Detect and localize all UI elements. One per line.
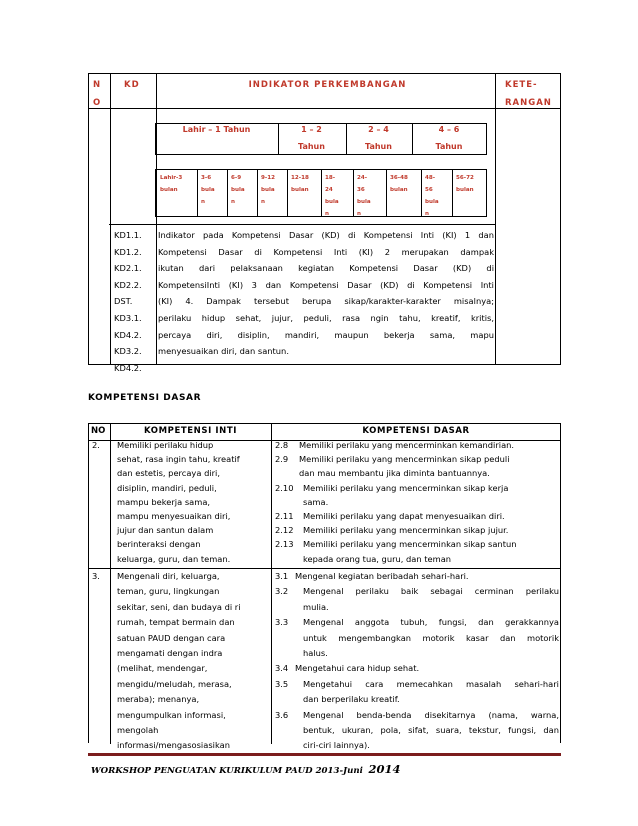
description-line: Kompetensi Dasar di Kompetensi Inti (KI) 2 merupakan dampak bbox=[158, 246, 494, 257]
kd-text: dan berperilaku kreatif. bbox=[303, 694, 400, 705]
ki-line: mengidu/meludah, merasa, bbox=[117, 678, 232, 689]
description-line: ikutan dari pelaksanaan kegiatan Kompetensi Dasar (KD) di bbox=[158, 263, 494, 274]
ki-line: dan estetis, percaya diri, bbox=[117, 468, 220, 479]
month-range-line: n bbox=[357, 211, 361, 217]
month-range-line: 6-9 bbox=[231, 175, 242, 181]
kd-item: KD3.2. bbox=[114, 346, 142, 357]
kd-text: Mengetahui cara hidup sehat. bbox=[295, 663, 420, 674]
row-number: 2. bbox=[92, 440, 100, 450]
month-range-line: n bbox=[231, 199, 235, 205]
indikator-description bbox=[158, 227, 494, 360]
month-range-line: bulan bbox=[390, 187, 408, 193]
month-range-line: 3-6 bbox=[201, 175, 212, 181]
ki-line: mengolah bbox=[117, 725, 159, 736]
kd-text: dan mau membantu jika diminta bantuannya. bbox=[299, 468, 490, 479]
ki-line: satuan PAUD dengan cara bbox=[117, 632, 226, 643]
kd-text: Memiliki perilaku yang mencerminkan sikap peduli bbox=[299, 454, 510, 465]
kd-number: 3.6 bbox=[275, 709, 289, 720]
kd-cell bbox=[275, 569, 559, 754]
kd-number: 3.2 bbox=[275, 586, 289, 597]
month-range-line: 36 bbox=[357, 187, 365, 193]
kd-number: 2.9 bbox=[275, 454, 289, 465]
kd-text: Mengenal kegiatan beribadah sehari-hari. bbox=[295, 571, 469, 581]
description-line: percaya diri, disiplin, mandiri, maupun bekerja sama, mapu bbox=[158, 329, 494, 340]
month-range-line: bulan bbox=[160, 187, 178, 193]
ki-line: Memiliki perilaku hidup bbox=[117, 440, 214, 450]
month-range-line: bula bbox=[261, 187, 275, 193]
ki-cell bbox=[117, 438, 273, 566]
kd-text: halus. bbox=[303, 648, 328, 659]
month-range-1 bbox=[201, 172, 215, 208]
ki-line: sekitar, seni, dan budaya di ri bbox=[117, 601, 241, 612]
kd-number: 2.13 bbox=[275, 539, 294, 550]
kd-number: 2.11 bbox=[275, 511, 294, 522]
kd-number: 3.1 bbox=[275, 571, 289, 581]
ki-line: (melihat, mendengar, bbox=[117, 663, 208, 674]
kd-text: Memiliki perilaku yang dapat menyesuaikan diri. bbox=[303, 511, 505, 522]
no-header-n: N bbox=[93, 80, 102, 90]
ki-cell bbox=[117, 569, 273, 754]
kd-text: Mengenal benda-benda disekitarnya (nama, warna, bbox=[303, 709, 559, 720]
month-range-8 bbox=[425, 172, 439, 220]
month-range-line: n bbox=[325, 211, 329, 217]
ki-header: KOMPETENSI INTI bbox=[143, 426, 238, 436]
kd-item: KD1.1. bbox=[114, 230, 142, 240]
ki-line: meraba); menanya, bbox=[117, 694, 200, 705]
description-line: menyesuaikan diri, dan santun. bbox=[158, 346, 289, 357]
month-range-line: 48- bbox=[425, 175, 436, 181]
kd-item: KD4.2. bbox=[114, 362, 142, 373]
month-range-line: bulan bbox=[456, 187, 474, 193]
ki-line: berinteraksi dengan bbox=[117, 539, 201, 550]
ki-line: jujur dan santun dalam bbox=[117, 525, 214, 536]
ki-line: mampu menyesuaikan diri, bbox=[117, 511, 231, 522]
month-range-6 bbox=[357, 172, 371, 220]
description-line: (KI) 4. Dampak tersebut berupa sikap/karakter-karakter misalnya; bbox=[158, 296, 494, 307]
month-range-line: n bbox=[261, 199, 265, 205]
keterangan-header-2: RANGAN bbox=[505, 98, 552, 108]
month-range-line: bula bbox=[425, 199, 439, 205]
month-range-line: n bbox=[425, 211, 429, 217]
month-range-line: 56 bbox=[425, 187, 433, 193]
description-line: KompetensiInti (KI) 3 dan Kompetensi Dasar (KD) di Kompetensi Inti bbox=[158, 279, 494, 290]
kd-text: sama. bbox=[303, 496, 329, 507]
month-range-2 bbox=[231, 172, 245, 208]
kd-text: Mengenal anggota tubuh, fungsi, dan gerakkannya bbox=[303, 617, 559, 628]
kd-number: 2.12 bbox=[275, 525, 294, 536]
indikator-header: INDIKATOR PERKEMBANGAN bbox=[248, 80, 407, 90]
no-header-o: O bbox=[93, 98, 102, 108]
kd-text: Memiliki perilaku yang mencerminkan kemandirian. bbox=[299, 440, 515, 450]
month-range-line: bula bbox=[357, 199, 371, 205]
kd-text: Memiliki perilaku yang mencerminkan sikap kerja bbox=[303, 482, 509, 493]
month-range-line: bula bbox=[201, 187, 215, 193]
age-group-1-unit: Tahun bbox=[298, 142, 325, 151]
footer bbox=[91, 758, 400, 777]
kd-number: 3.5 bbox=[275, 678, 289, 689]
ki-line: mengumpulkan informasi, bbox=[117, 709, 226, 720]
kd-header-2: KOMPETENSI DASAR bbox=[362, 426, 470, 436]
month-range-line: 36-48 bbox=[390, 175, 408, 181]
month-range-4 bbox=[291, 172, 309, 196]
month-range-line: bulan bbox=[291, 187, 309, 193]
ki-line: mengamati dengan indra bbox=[117, 648, 223, 659]
ki-line: rumah, tempat bermain dan bbox=[117, 617, 235, 628]
month-range-line: Lahir-3 bbox=[160, 175, 183, 181]
month-range-line: 56-72 bbox=[456, 175, 474, 181]
ki-line: informasi/mengasosiasikan bbox=[117, 740, 230, 751]
ki-line: Mengenali diri, keluarga, bbox=[117, 571, 220, 581]
kd-text: kepada orang tua, guru, dan teman bbox=[303, 553, 452, 564]
month-range-line: n bbox=[201, 199, 205, 205]
kd-text: Mengetahui cara memecahkan masalah sehari-hari bbox=[303, 678, 559, 689]
kd-number: 2.10 bbox=[275, 482, 294, 493]
kd-number: 3.4 bbox=[275, 663, 289, 674]
ki-line: keluarga, guru, dan teman. bbox=[117, 553, 231, 564]
month-range-line: bula bbox=[231, 187, 245, 193]
ki-line: disiplin, mandiri, peduli, bbox=[117, 482, 217, 493]
kd-item: KD4.2. bbox=[114, 329, 142, 340]
keterangan-header-1: KETE- bbox=[505, 80, 538, 90]
kd-number: 3.3 bbox=[275, 617, 289, 628]
kd-text: ciri-ciri lainnya). bbox=[303, 740, 370, 751]
kd-item: KD2.1. bbox=[114, 263, 142, 274]
month-range-line: 24- bbox=[357, 175, 368, 181]
month-range-line: 18- bbox=[325, 175, 336, 181]
kd-header: KD bbox=[124, 80, 140, 90]
kd-item: KD2.2. bbox=[114, 279, 142, 290]
month-range-line: 12-18 bbox=[291, 175, 309, 181]
age-group-3-unit: Tahun bbox=[435, 142, 463, 151]
kd-item: KD1.2. bbox=[114, 246, 142, 257]
month-range-5 bbox=[325, 172, 339, 220]
kd-number: 2.8 bbox=[275, 440, 289, 450]
ki-line: mampu bekerja sama, bbox=[117, 496, 211, 507]
kd-item: DST. bbox=[114, 296, 133, 307]
age-group-2-unit: Tahun bbox=[365, 142, 392, 151]
section-title: KOMPETENSI DASAR bbox=[88, 393, 202, 403]
kd-text: bentuk, ukuran, pola, sifat, suara, tekstur, fungsi, dan bbox=[303, 725, 559, 736]
month-range-3 bbox=[261, 172, 275, 208]
month-range-9 bbox=[456, 172, 474, 196]
month-range-7 bbox=[390, 172, 408, 196]
month-range-line: 9-12 bbox=[261, 175, 275, 181]
description-line: Indikator pada Kompetensi Dasar (KD) di Kompetensi Inti (KI) 1 dan bbox=[158, 230, 494, 240]
month-range-line: bula bbox=[325, 199, 339, 205]
footer-year: 2014 bbox=[368, 762, 401, 776]
kd-text: Mengenal perilaku baik sebagai cerminan perilaku bbox=[303, 586, 559, 597]
kd-cell bbox=[275, 438, 559, 566]
footer-rule bbox=[88, 753, 561, 756]
row-number: 3. bbox=[92, 571, 100, 581]
description-line: perilaku hidup sehat, jujur, peduli, rasa ngin tahu, kreatif, kritis, bbox=[158, 312, 494, 323]
ki-line: teman, guru, lingkungan bbox=[117, 586, 220, 597]
no-header: NO bbox=[91, 426, 106, 436]
kd-list bbox=[114, 227, 158, 376]
age-group-1: 1 – 2 bbox=[301, 125, 322, 134]
kd-text: Memiliki perilaku yang mencerminkan sikap santun bbox=[303, 539, 517, 550]
ki-line: sehat, rasa ingin tahu, kreatif bbox=[117, 454, 240, 465]
kd-text: Memiliki perilaku yang mencerminkan sikap jujur. bbox=[303, 525, 509, 536]
kd-text: mulia. bbox=[303, 601, 329, 612]
kd-item: KD3.1. bbox=[114, 312, 142, 323]
age-group-0: Lahir – 1 Tahun bbox=[182, 125, 251, 134]
age-group-3: 4 – 6 bbox=[438, 125, 460, 134]
kd-text: untuk mengembangkan motorik kasar dan motorik bbox=[303, 632, 559, 643]
month-range-0 bbox=[160, 172, 182, 196]
month-range-line: 24 bbox=[325, 187, 333, 193]
age-group-2: 2 – 4 bbox=[368, 125, 389, 134]
footer-text: WORKSHOP PENGUATAN KURIKULUM PAUD 2013-Juni bbox=[91, 766, 363, 776]
